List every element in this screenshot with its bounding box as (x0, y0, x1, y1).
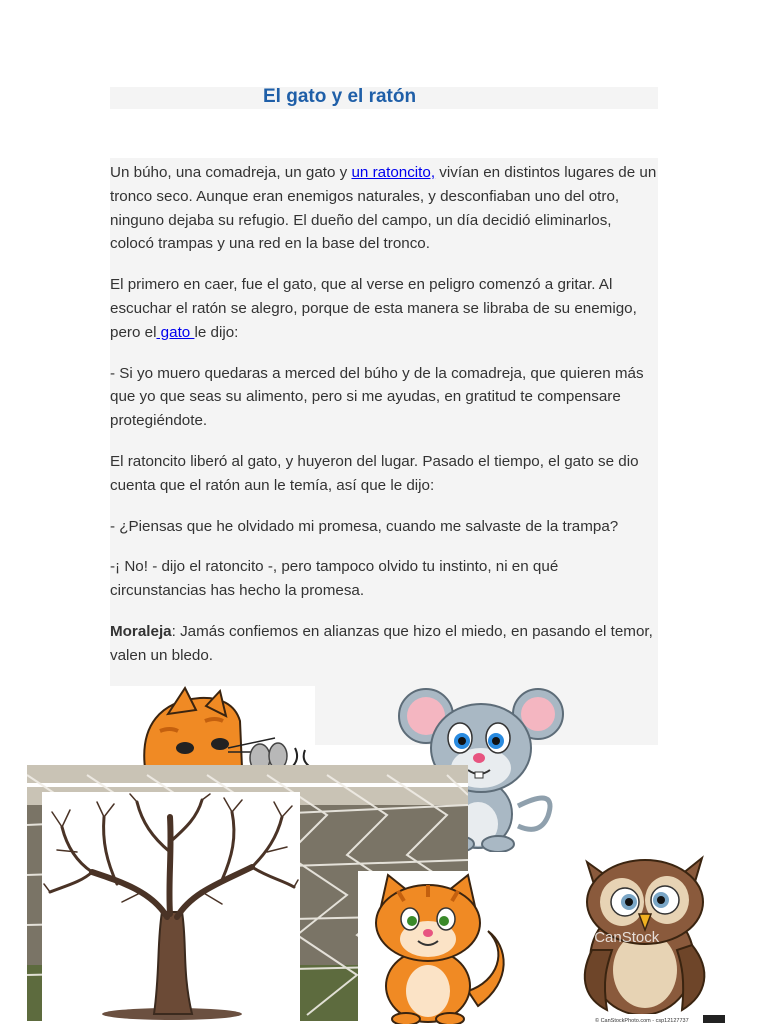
gato-link[interactable]: gato (156, 323, 195, 341)
moral-text: : Jamás confiemos en alianzas que hizo el miedo, en pasando el temor, valen un bledo. (110, 622, 653, 664)
paragraph-2: El primero en caer, fue el gato, que al verse en peligro comenzó a gritar. Al escuchar el ratón se alegro, porque de esta manera se libraba de su enemigo, pero el gato le dijo: (110, 276, 637, 341)
paragraph-4: El ratoncito liberó al gato, y huyeron del lugar. Pasado el tiempo, el gato se dio cuenta que el ratón aun le temía, así que le dijo: (110, 452, 639, 494)
moral-label: Moraleja (110, 622, 172, 640)
cat-peeking-image (110, 686, 315, 768)
canstock-watermark: © CanStock (579, 929, 660, 946)
page-title: El gato y el ratón (263, 86, 417, 107)
paragraph-3: - Si yo muero quedaras a merced del búho y de la comadreja, que quieren más que yo que seas su alimento, pero si me ayudas, en gratitud te compensare protegiéndote. (110, 364, 644, 430)
orange-cat-image (358, 871, 518, 1024)
owl-image (567, 850, 727, 1024)
canstock-credit: © CanStockPhoto.com - csp12127737 (595, 1018, 689, 1024)
story-text (110, 161, 658, 685)
moral-paragraph (110, 620, 658, 668)
paragraph-6: -¡ No! - dijo el ratoncito -, pero tampoco olvido tu instinto, ni en qué circunstancias has hecho la promesa. (110, 558, 559, 600)
paragraph-5: - ¿Piensas que he olvidado mi promesa, cuando me salvaste de la trampa? (110, 517, 619, 535)
tree-image (42, 792, 300, 1021)
ratoncito-link[interactable]: un ratoncito, (351, 164, 436, 181)
paragraph-1: Un búho, una comadreja, un gato y un ratoncito, vivían en distintos lugares de un tronco seco. Aunque eran enemigos naturales, y desconfiaban uno del otro, ninguno dejaba su refugio. El dueño del campo, un día decidió eliminarlos, colocó trampas y una red en la base del tronco. (110, 164, 657, 253)
